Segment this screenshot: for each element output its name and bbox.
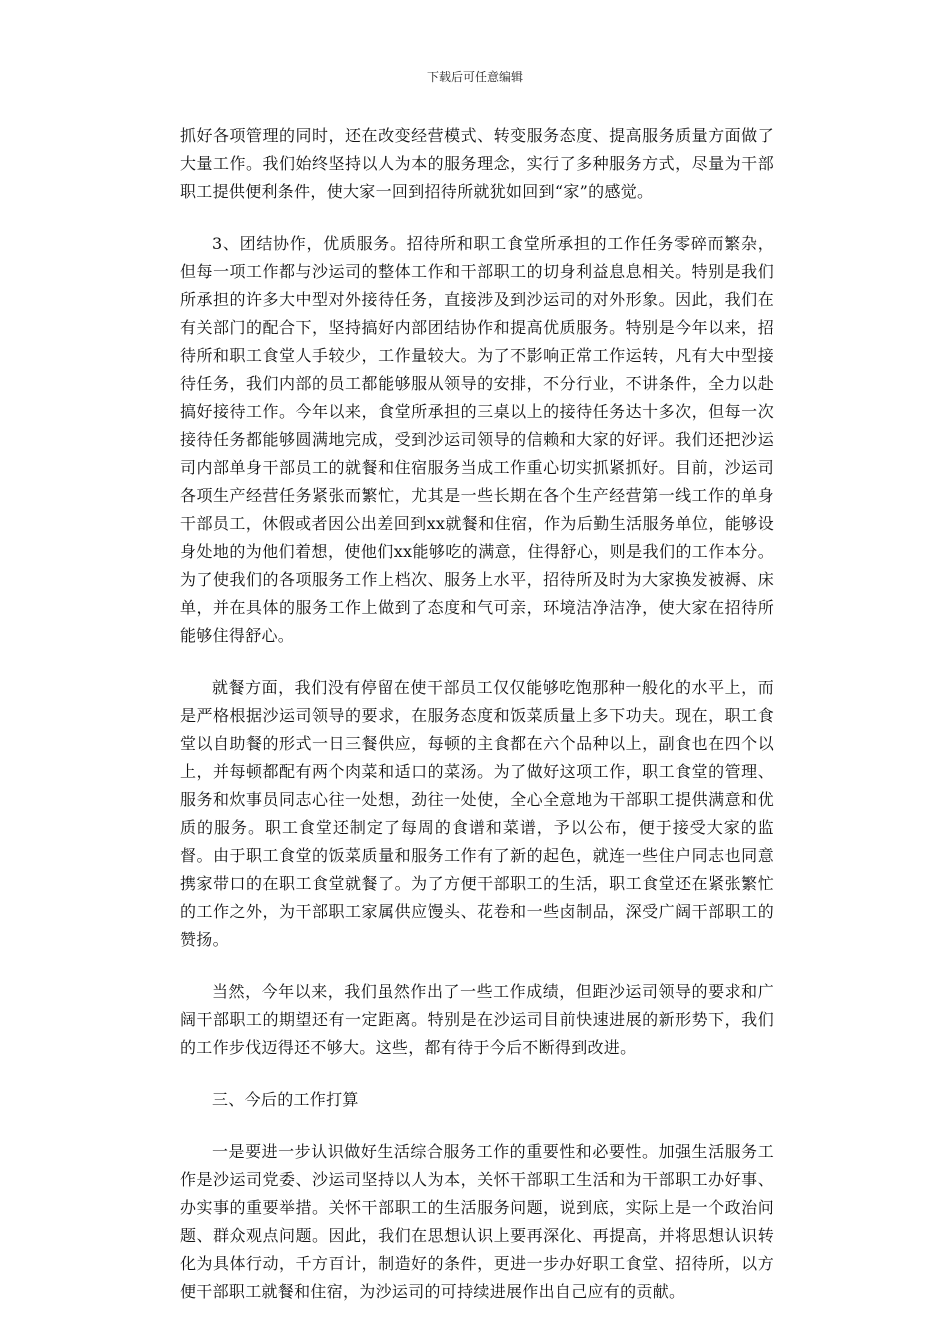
section-heading-future-plans: 三、今后的工作打算 xyxy=(212,1090,359,1109)
paragraph-teamwork-service: 3、团结协作，优质服务。招待所和职工食堂所承担的工作任务零碎而繁杂，但每一项工作都与沙运司的整体工作和干部职工的切身利益息息相关。特别是我们所承担的许多大中型对外接待任务，直接涉及到沙运司的对外形象。因此，我们在有关部门的配合下，坚持搞好内部团结协作和提高优质服务。特别是今年以来，招待所和职工食堂人手较少，工作量较大。为了不影响正常工作运转，凡有大中型接待任务，我们内部的员工都能够服从领导的安排，不分行业，不讲条件，全力以赴搞好接待工作。今年以来，食堂所承担的三桌以上的接待任务达十多次，但每一次接待任务都能够圆满地完成，受到沙运司领导的信赖和大家的好评。我们还把沙运司内部单身干部员工的就餐和住宿服务当成工作重心切实抓紧抓好。目前，沙运司各项生产经营任务紧张而繁忙，尤其是一些长期在各个生产经营第一线工作的单身干部员工，休假或者因公出差回到xx就餐和住宿，作为后勤生活服务单位，能够设身处地的为他们着想，使他们xx能够吃的满意，住得舒心，则是我们的工作本分。为了使我们的各项服务工作上档次、服务上水平，招待所及时为大家换发被褥、床单，并在具体的服务工作上做到了态度和气可亲，环境洁净洁净，使大家在招待所能够住得舒心。 xyxy=(180,234,774,645)
page-header: 下载后可任意编辑 xyxy=(426,70,523,84)
paragraph-continuation: 抓好各项管理的同时，还在改变经营模式、转变服务态度、提高服务质量方面做了大量工作。我们始终坚持以人为本的服务理念，实行了多种服务方式，尽量为干部职工提供便利条件，使大家一回到招待所就犹如回到“家”的感觉。 xyxy=(180,126,774,201)
paragraph-shortcomings: 当然，今年以来，我们虽然作出了一些工作成绩，但距沙运司领导的要求和广阔干部职工的期望还有一定距离。特别是在沙运司目前快速进展的新形势下，我们的工作步伐迈得还不够大。这些，都有待于今后不断得到改进。 xyxy=(180,982,774,1057)
paragraph-dining: 就餐方面，我们没有停留在使干部员工仅仅能够吃饱那种一般化的水平上，而是严格根据沙运司领导的要求，在服务态度和饭菜质量上多下功夫。现在，职工食堂以自助餐的形式一日三餐供应，每顿的主食都在六个品种以上，副食也在四个以上，并每顿都配有两个肉菜和适口的菜汤。为了做好这项工作，职工食堂的管理、服务和炊事员同志心往一处想，劲往一处使，全心全意地为干部职工提供满意和优质的服务。职工食堂还制定了每周的食谱和菜谱，予以公布，便于接受大家的监督。由于职工食堂的饭菜质量和服务工作有了新的起色，就连一些住户同志也同意携家带口的在职工食堂就餐了。为了方便干部职工的生活，职工食堂还在紧张繁忙的工作之外，为干部职工家属供应馒头、花卷和一些卤制品，深受广阔干部职工的赞扬。 xyxy=(180,678,774,949)
document-body xyxy=(180,122,774,1330)
paragraph-plan-one: 一是要进一步认识做好生活综合服务工作的重要性和必要性。加强生活服务工作是沙运司党委、沙运司坚持以人为本，关怀干部职工生活和为干部职工办好事、办实事的重要举措。关怀干部职工的生活服务问题，说到底，实际上是一个政治问题、群众观点问题。因此，我们在思想认识上要再深化、再提高，并将思想认识转化为具体行动，千方百计，制造好的条件，更进一步办好职工食堂、招待所，以方便干部职工就餐和住宿，为沙运司的可持续进展作出自己应有的贡献。 xyxy=(180,1142,774,1301)
